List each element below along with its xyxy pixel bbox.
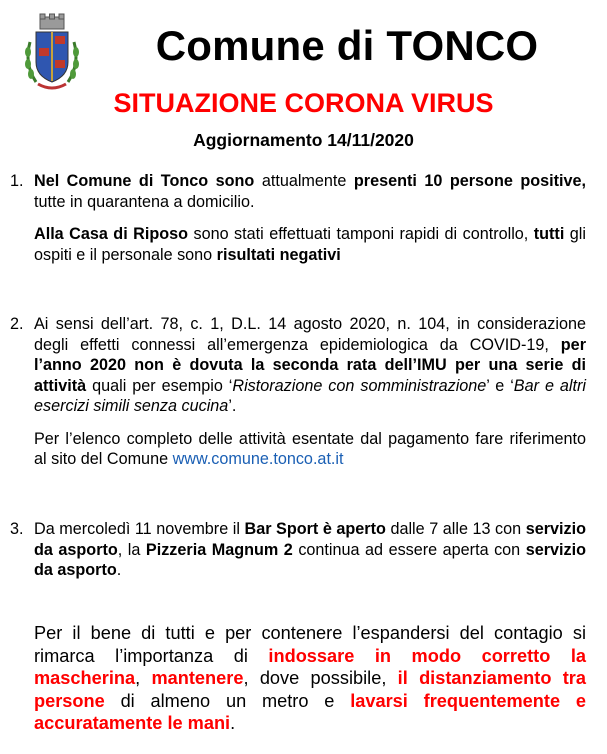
item-number: 2. — [10, 315, 24, 333]
notice-item-1 — [10, 171, 586, 265]
item-3-paragraph-1: Da mercoledì 11 novembre il Bar Sport è aperto dalle 7 alle 13 con servizio da asporto, la Pizzeria Magnum 2 continua ad essere aperta con servizio da asporto. — [34, 520, 587, 579]
page-subtitle: SITUAZIONE CORONA VIRUS — [113, 88, 494, 118]
item-2-paragraph-1: Ai sensi dell’art. 78, c. 1, D.L. 14 agosto 2020, n. 104, in considerazione degli effetti connessi all’emergenza epidemiologica da COVID-19, per l’anno 2020 non è dovuta la seconda rata dell’IMU per una serie di attività quali per esempio ‘Ristorazione con somministrazione’ e ‘Bar e altri esercizi simili senza cucina’. — [34, 315, 586, 415]
item-2-paragraph-2: Per l’elenco completo delle attività esentate dal pagamento fare riferimento al sito del Comune www.comune.tonco.at.it — [34, 429, 586, 468]
item-1-paragraph-2: Alla Casa di Riposo sono stati effettuati tamponi rapidi di controllo, tutti gli ospiti e il personale sono risultati negativi — [34, 225, 586, 264]
notice-item-3 — [10, 519, 587, 581]
item-number: 1. — [10, 172, 24, 190]
item-number: 3. — [10, 520, 24, 538]
notice-item-2 — [10, 314, 586, 470]
municipality-website-link[interactable]: www.comune.tonco.at.it — [172, 450, 344, 468]
item-1-paragraph-1: Nel Comune di Tonco sono attualmente presenti 10 persone positive, tutte in quarantena a domicilio. — [34, 172, 586, 211]
municipal-coat-of-arms-icon — [22, 12, 82, 94]
closing-appeal: Per il bene di tutti e per contenere l’espandersi del contagio si rimarca l’importanza di indossare in modo corretto la mascherina, mantenere, dove possibile, il distanziamento tra persone di almeno un metro e lavarsi frequentemente e accuratamente le mani. — [34, 623, 586, 733]
update-date: Aggiornamento 14/11/2020 — [193, 130, 414, 150]
page-title: Comune di TONCO — [155, 22, 539, 69]
